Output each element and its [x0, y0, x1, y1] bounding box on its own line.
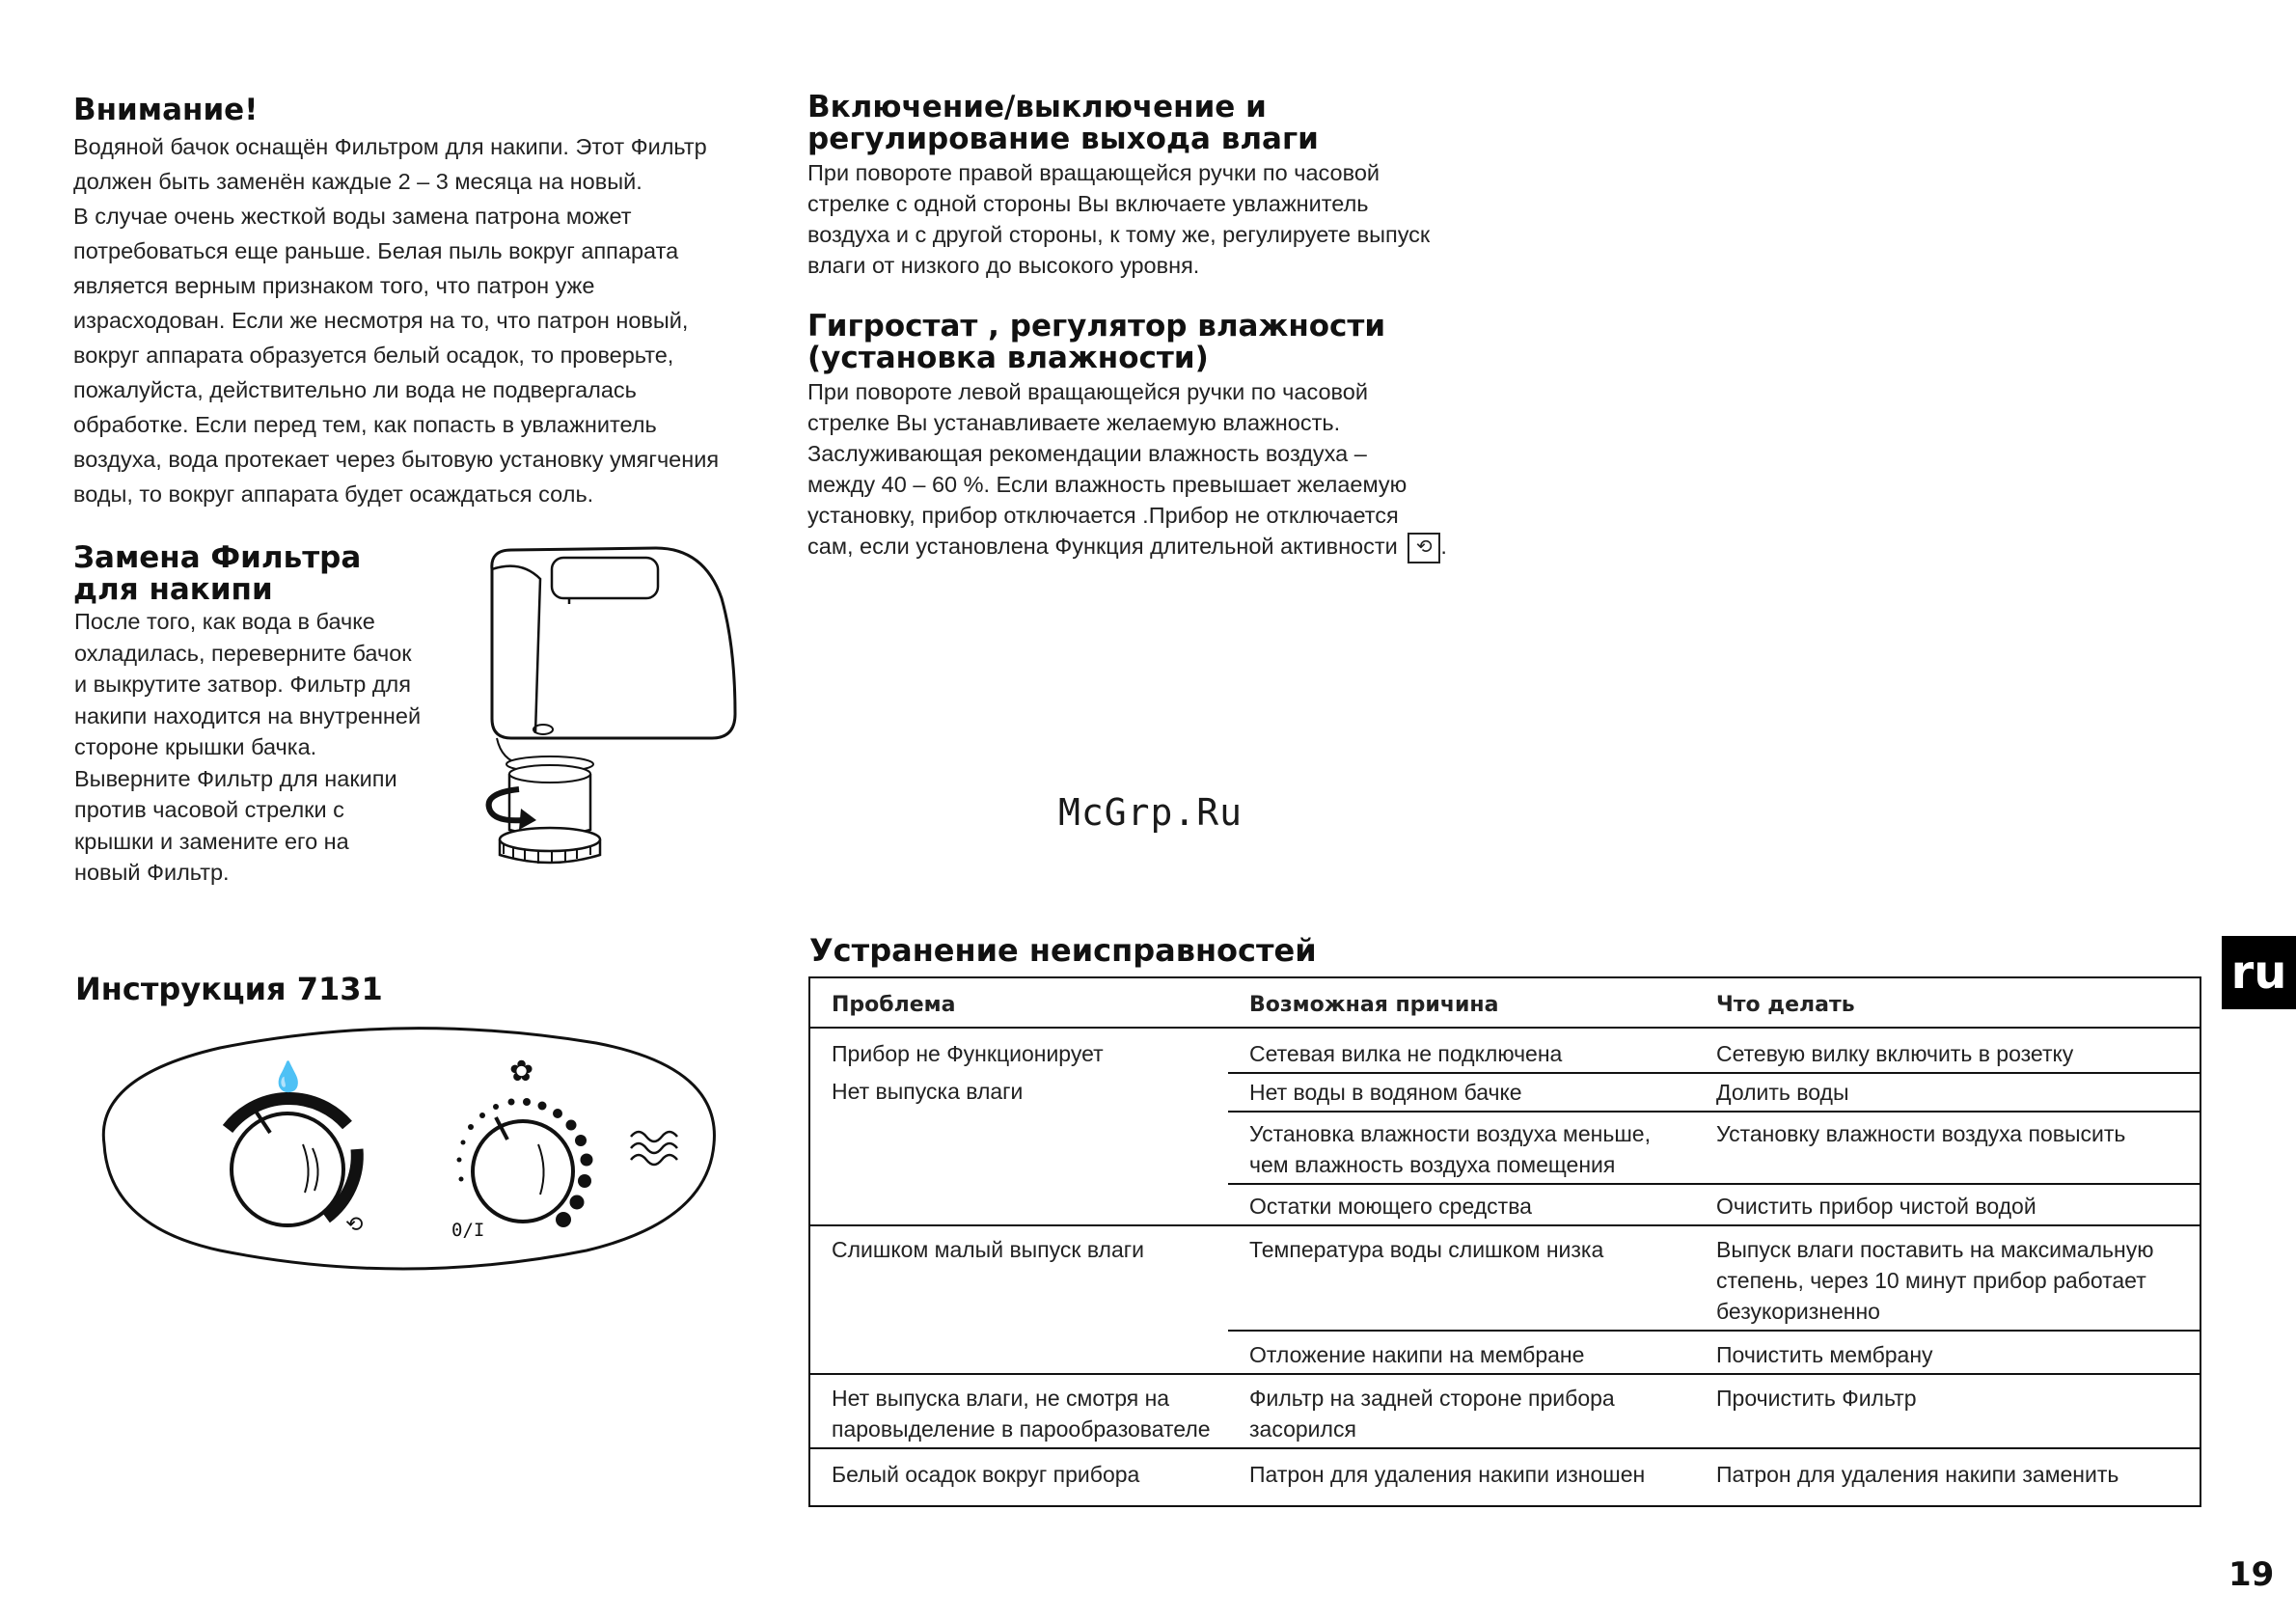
table-cell: Сетевая вилка не подключена — [1249, 1041, 1563, 1066]
cell-line: степень, через 10 минут прибор работает — [1716, 1268, 2146, 1293]
table-cell: Прибор не Функционирует — [832, 1041, 1104, 1066]
troubleshooting-table — [808, 976, 2201, 1507]
text-line: является верным признаком того, что патрон уже — [73, 273, 595, 298]
table-cell: Температура воды слишком низка — [1228, 1225, 1695, 1331]
hygrostat-title — [807, 311, 1385, 374]
filter-text — [74, 606, 460, 889]
cell-line: паровыделение в парообразователе — [832, 1416, 1211, 1442]
table-cell — [809, 1331, 1228, 1374]
table-row — [809, 1073, 2200, 1112]
text-line: израсходован. Если же несмотря на то, что патрон новый, — [73, 308, 689, 333]
hygrostat-title-line: Гигростат , регулятор влажности — [807, 309, 1386, 343]
text-line: Водяной бачок оснащён Фильтром для накипи. Этот Фильтр — [73, 134, 707, 159]
table-cell — [1228, 1374, 1695, 1448]
table-row — [809, 1331, 2200, 1374]
text-line: стрелке с одной стороны Вы включаете увлажнитель — [807, 191, 1369, 216]
table-cell: Слишком малый выпуск влаги — [809, 1225, 1228, 1331]
attention-text — [73, 129, 768, 511]
svg-text:✿: ✿ — [509, 1055, 534, 1088]
table-cell: Прочистить Фильтр — [1695, 1374, 2200, 1448]
text-line: вокруг аппарата образуется белый осадок, то проверьте, — [73, 343, 674, 368]
text-line: между 40 – 60 %. Если влажность превышает желаемую — [807, 472, 1408, 497]
svg-text:💧: 💧 — [270, 1060, 307, 1094]
troubleshooting-title: Устранение неисправностей — [809, 932, 1317, 969]
filter-title-line: для накипи — [73, 572, 273, 607]
cell-line: безукоризненно — [1716, 1299, 1880, 1324]
text-line: При повороте правой вращающейся ручки по часовой — [807, 160, 1380, 185]
table-cell: Нет воды в водяном бачке — [1228, 1073, 1695, 1112]
text-line: крышки и замените его на — [74, 828, 349, 854]
column-header: Что делать — [1695, 977, 2200, 1028]
control-panel-illustration — [85, 1019, 722, 1279]
table-cell — [809, 1112, 1228, 1184]
column-header: Возможная причина — [1228, 977, 1695, 1028]
text-line: обработке. Если перед тем, как попасть в увлажнитель — [73, 412, 657, 437]
switch-title-line: регулирование выхода влаги — [807, 122, 1319, 156]
table-row — [809, 1448, 2200, 1506]
text-line: Заслуживающая рекомендации влажность воздуха – — [807, 441, 1367, 466]
table-row — [809, 1225, 2200, 1331]
text-line: влаги от низкого до высокого уровня. — [807, 253, 1200, 278]
text-line: новый Фильтр. — [74, 860, 230, 885]
text-line: и выкрутите затвор. Фильтр для — [74, 672, 411, 697]
text-line: установку, прибор отключается .Прибор не отключается — [807, 503, 1399, 528]
page-number: 19 — [2228, 1555, 2275, 1594]
table-cell: Почистить мембрану — [1695, 1331, 2200, 1374]
text-line: воздуха и с другой стороны, к тому же, регулируете выпуск — [807, 222, 1431, 247]
table-cell: Сетевую вилку включить в розетку — [1716, 1041, 2074, 1066]
text-line — [807, 531, 1502, 563]
filter-title-line: Замена Фильтра — [73, 540, 362, 575]
instruction-title: Инструкция 7131 — [75, 971, 383, 1007]
table-row — [809, 1374, 2200, 1448]
switch-text — [807, 157, 1483, 281]
text-line: потребоваться еще раньше. Белая пыль вокруг аппарата — [73, 238, 679, 263]
table-cell: Очистить прибор чистой водой — [1695, 1184, 2200, 1225]
text-line: должен быть заменён каждые 2 – 3 месяца на новый. — [73, 169, 642, 194]
cell-line: засорился — [1249, 1416, 1356, 1442]
text-line: против часовой стрелки с — [74, 797, 344, 822]
table-cell: Долить воды — [1695, 1073, 2200, 1112]
column-header: Проблема — [809, 977, 1228, 1028]
continuous-mode-icon: ⟲ — [1408, 533, 1440, 563]
table-row — [809, 1028, 2200, 1073]
text-line: стрелке Вы устанавливаете желаемую влажность. — [807, 410, 1341, 435]
switch-title-line: Включение/выключение и — [807, 90, 1267, 124]
attention-title: Внимание! — [73, 93, 259, 127]
table-cell: Нет выпуска влаги — [832, 1079, 1024, 1104]
cell-line: Нет выпуска влаги, не смотря на — [832, 1386, 1170, 1411]
table-row — [809, 1112, 2200, 1184]
text-line: Выверните Фильтр для накипи — [74, 765, 397, 791]
table-cell: Отложение накипи на мембране — [1228, 1331, 1695, 1374]
table-header-row — [809, 977, 2200, 1028]
switch-title — [807, 92, 1319, 155]
table-cell — [809, 1184, 1228, 1225]
cell-line: чем влажность воздуха помещения — [1249, 1152, 1616, 1177]
cell-line: Фильтр на задней стороне прибора — [1249, 1386, 1615, 1411]
table-cell — [809, 1374, 1228, 1448]
continuous-mode-icon: ⟲ — [345, 1213, 364, 1237]
cell-line: Выпуск влаги поставить на максимальную — [1716, 1237, 2154, 1262]
table-cell: Остатки моющего средства — [1228, 1184, 1695, 1225]
text-span: . — [1440, 534, 1447, 559]
hygrostat-text — [807, 376, 1502, 563]
text-line: стороне крышки бачка. — [74, 734, 317, 759]
text-line: При повороте левой вращающейся ручки по часовой — [807, 379, 1368, 404]
table-cell: Установку влажности воздуха повысить — [1695, 1112, 2200, 1184]
watermark: McGrp.Ru — [1058, 791, 1244, 834]
text-line: охладилась, переверните бачок — [74, 640, 412, 666]
table-cell — [1228, 1112, 1695, 1184]
filter-title — [73, 542, 361, 606]
text-line: После того, как вода в бачке — [74, 609, 375, 634]
table-cell — [1695, 1225, 2200, 1331]
table-cell: Патрон для удаления накипи изношен — [1228, 1448, 1695, 1506]
text-line: В случае очень жесткой воды замена патрона может — [73, 204, 632, 229]
table-cell: Белый осадок вокруг прибора — [809, 1448, 1228, 1506]
text-line: пожалуйста, действительно ли вода не подвергалась — [73, 377, 637, 402]
hygrostat-title-line: (установка влажности) — [807, 341, 1209, 375]
onoff-label: 0/I — [451, 1220, 485, 1241]
cell-line: Установка влажности воздуха меньше, — [1249, 1121, 1651, 1146]
text-span: сам, если установлена Функция длительной активности — [807, 534, 1398, 559]
text-line: воздуха, вода протекает через бытовую установку умягчения — [73, 447, 720, 472]
water-tank-illustration — [463, 540, 743, 878]
table-cell: Патрон для удаления накипи заменить — [1695, 1448, 2200, 1506]
table-row — [809, 1184, 2200, 1225]
text-line: воды, то вокруг аппарата будет осаждаться соль. — [73, 481, 594, 507]
text-line: накипи находится на внутренней — [74, 702, 422, 728]
language-tab: ru — [2222, 936, 2296, 1009]
